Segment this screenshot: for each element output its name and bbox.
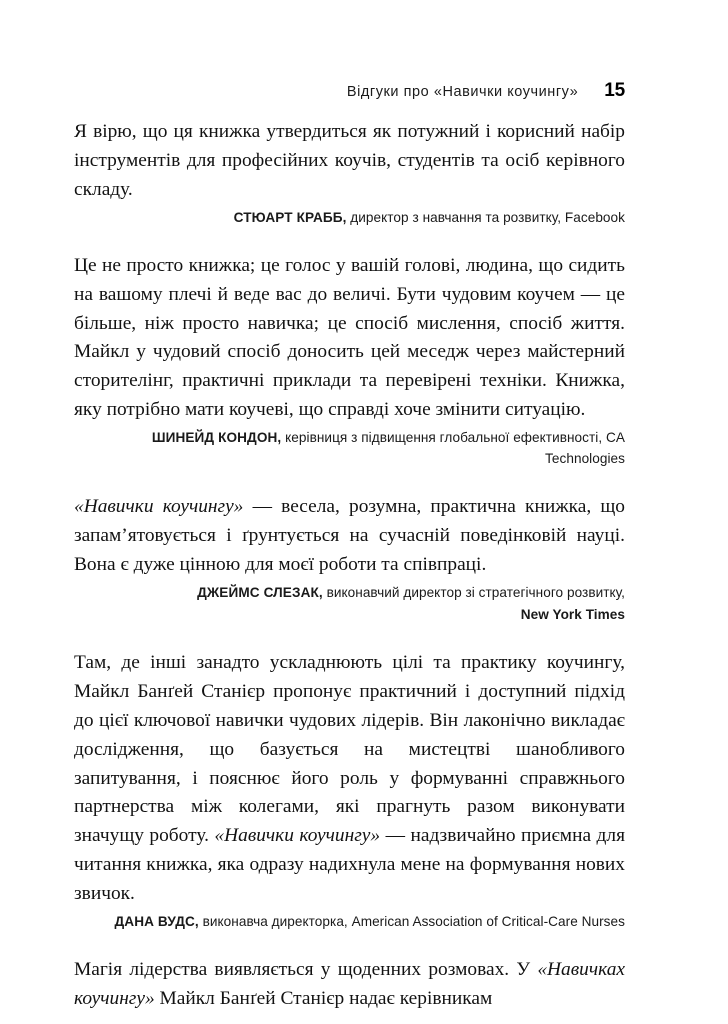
attribution-name: ДЖЕЙМС СЛЕЗАК, <box>197 584 323 600</box>
testimonial-text <box>74 649 625 909</box>
testimonial-block <box>74 118 625 228</box>
testimonial-text-after: — весела, розумна, практична книжка, що запам’ятовується і ґрунтується на сучасній поведінковій науці. Вона є дуже цінною для моєї роботи та співпраці. <box>74 496 625 575</box>
attribution-role: керівниця з підвищення глобальної ефективності, CA Technologies <box>281 430 625 467</box>
attribution-publication: New York Times <box>520 606 625 622</box>
testimonial-text-before: Там, де інші занадто ускладнюють цілі та практику коучингу, Майкл Банґей Станієр пропонує практичний і доступний підхід до цієї ключової навички чудових лідерів. Він лаконічно викладає дослідження, що базується на мистецтві шанобливого запитування, і пояснює його роль у формуванні справжнього партнерства між колегами, які прагнуть разом виконувати значущу роботу. <box>74 651 625 847</box>
testimonial-block <box>74 252 625 469</box>
testimonial-text-after: — надзвичайно приємна для читання книжка, яка одразу надихнула мене на формування нових звичок. <box>74 825 625 905</box>
testimonial-text: Це не просто книжка; це голос у вашій голові, людина, що сидить на вашому плечі й веде вас до величі. Бути чудовим коучем — це більше, ніж просто навичка; це спосіб мислення, спосіб життя. Майкл у чудовий спосіб доносить цей меседж через майстерний сторителінг, практичні приклади та перевірені техніки. Книжка, яку потрібно мати коучеві, що справді хоче змінити ситуацію. <box>74 254 625 421</box>
testimonial-text-before: Магія лідерства виявляється у щоденних розмовах. У <box>74 959 538 981</box>
testimonial-attribution <box>74 207 625 228</box>
attribution-name: ШИНЕЙД КОНДОН, <box>151 430 282 446</box>
testimonial-attribution <box>74 582 625 625</box>
attribution-role: виконавча директорка, American Association of Critical-Care Nurses <box>198 914 625 930</box>
attribution-name: ДАНА ВУДС, <box>114 914 199 930</box>
testimonial-text: Я вірю, що ця книжка утвердиться як потужний і корисний набір інструментів для професійних коучів, студентів та осіб керівного складу. <box>74 121 625 200</box>
testimonial-attribution <box>74 911 625 932</box>
book-title-italic: «Навичках коучингу» <box>74 959 625 1009</box>
attribution-role: директор з навчання та розвитку, Facebook <box>346 209 625 225</box>
testimonial-block <box>74 649 625 932</box>
running-head-title: Відгуки про «Навички коучингу» <box>346 84 579 100</box>
testimonial-attribution <box>74 427 625 469</box>
page-number: 15 <box>604 80 625 101</box>
testimonial-text <box>74 956 625 1014</box>
book-title-italic: «Навички коучингу» <box>214 825 381 847</box>
attribution-name: СТЮАРТ КРАББ, <box>233 209 347 225</box>
running-head <box>74 80 625 104</box>
testimonial-block <box>74 493 625 625</box>
testimonial-text-after: Майкл Банґей Станієр надає керівникам <box>154 987 493 1009</box>
testimonial-text <box>74 493 625 580</box>
testimonial-block <box>74 956 625 1014</box>
book-title-italic: «Навички коучингу» <box>74 496 244 518</box>
attribution-role: виконавчий директор зі стратегічного розвитку, <box>322 584 625 600</box>
text-column <box>74 118 625 1014</box>
